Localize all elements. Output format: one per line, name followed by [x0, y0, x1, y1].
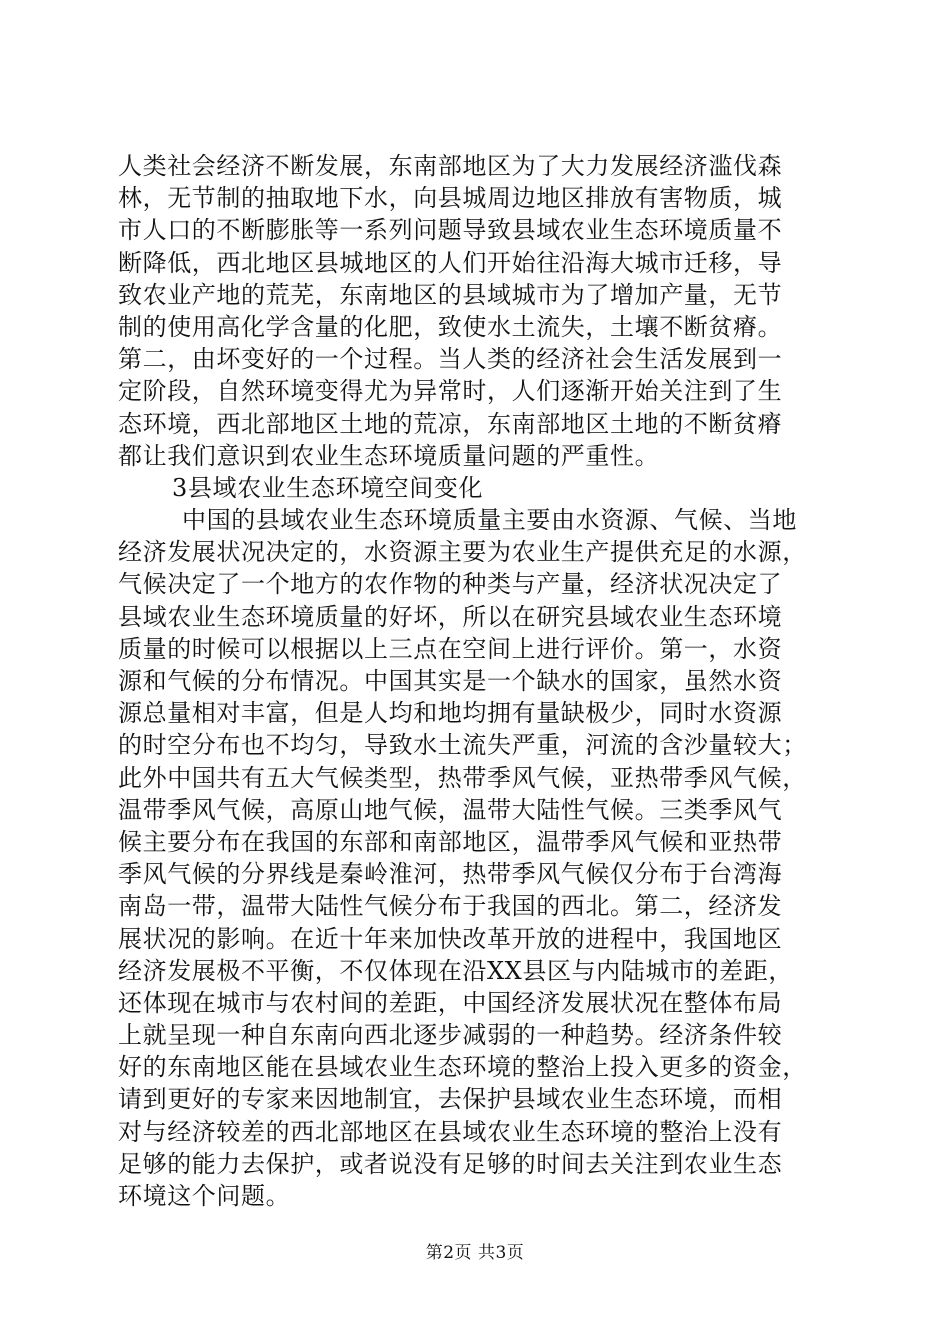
body-text-line: 上就呈现一种自东南向西北逐步减弱的一种趋势。经济条件较	[118, 1021, 783, 1050]
document-body	[118, 150, 834, 1212]
body-text-line: 致农业产地的荒芜，东南地区的县域城市为了增加产量，无节	[118, 280, 783, 309]
body-text-line: 人类社会经济不断发展，东南部地区为了大力发展经济滥伐森	[118, 152, 783, 180]
body-text-line: 市人口的不断膨胀等一系列问题导致县域农业生态环境质量不	[118, 216, 783, 245]
body-text-line: 对与经济较差的西北部地区在县域农业生态环境的整治上没有	[118, 1117, 783, 1146]
section-heading: 3县域农业生态环境空间变化	[172, 473, 484, 502]
body-text-line: 经济发展极不平衡，不仅体现在沿XX县区与内陆城市的差距，	[118, 956, 793, 985]
body-text-line: 的时空分布也不均匀，导致水土流失严重，河流的含沙量较大；	[118, 731, 807, 760]
body-text-line: 温带季风气候，高原山地气候，温带大陆性气候。三类季风气	[118, 795, 783, 824]
body-text-line: 经济发展状况决定的，水资源主要为农业生产提供充足的水源，	[118, 538, 807, 567]
body-text-line: 制的使用高化学含量的化肥，致使水土流失，土壤不断贫瘠。	[118, 312, 783, 341]
body-text-line: 展状况的影响。在近十年来加快改革开放的进程中，我国地区	[118, 924, 783, 953]
body-text-line: 源总量相对丰富，但是人均和地均拥有量缺极少，同时水资源	[118, 699, 783, 728]
body-text-line: 都让我们意识到农业生态环境质量问题的严重性。	[118, 441, 660, 470]
body-text-line: 质量的时候可以根据以上三点在空间上进行评价。第一，水资	[118, 634, 783, 663]
body-text-line: 态环境，西北部地区土地的荒凉，东南部地区土地的不断贫瘠	[118, 409, 783, 438]
body-text-line: 第二，由坏变好的一个过程。当人类的经济社会生活发展到一	[118, 345, 783, 374]
body-text-line: 气候决定了一个地方的农作物的种类与产量，经济状况决定了	[118, 570, 783, 599]
body-text-line: 季风气候的分界线是秦岭淮河，热带季风气候仅分布于台湾海	[118, 860, 783, 889]
page-number-indicator: 第2页 共3页	[425, 1243, 525, 1263]
body-text-line: 请到更好的专家来因地制宜，去保护县域农业生态环境，而相	[118, 1085, 783, 1114]
body-text-line: 南岛一带，温带大陆性气候分布于我国的西北。第二，经济发	[118, 892, 783, 921]
body-text-line: 还体现在城市与农村间的差距，中国经济发展状况在整体布局	[118, 988, 783, 1017]
body-text-line: 中国的县域农业生态环境质量主要由水资源、气候、当地	[182, 506, 797, 535]
body-text-line: 定阶段，自然环境变得尤为异常时，人们逐渐开始关注到了生	[118, 377, 783, 406]
body-text-line: 县域农业生态环境质量的好坏，所以在研究县域农业生态环境	[118, 602, 783, 631]
page-footer	[0, 1242, 950, 1264]
body-text-line: 足够的能力去保护，或者说没有足够的时间去关注到农业生态	[118, 1149, 783, 1178]
body-text-line: 断降低，西北地区县城地区的人们开始往沿海大城市迁移，导	[118, 248, 783, 277]
body-text-line: 源和气候的分布情况。中国其实是一个缺水的国家，虽然水资	[118, 667, 783, 695]
body-text-line: 林，无节制的抽取地下水，向县城周边地区排放有害物质，城	[118, 184, 783, 213]
body-text-line: 此外中国共有五大气候类型，热带季风气候，亚热带季风气候，	[118, 763, 807, 792]
body-text-line: 好的东南地区能在县域农业生态环境的整治上投入更多的资金，	[118, 1053, 807, 1082]
body-text-line: 候主要分布在我国的东部和南部地区，温带季风气候和亚热带	[118, 827, 783, 856]
body-text-line: 环境这个问题。	[118, 1182, 291, 1210]
